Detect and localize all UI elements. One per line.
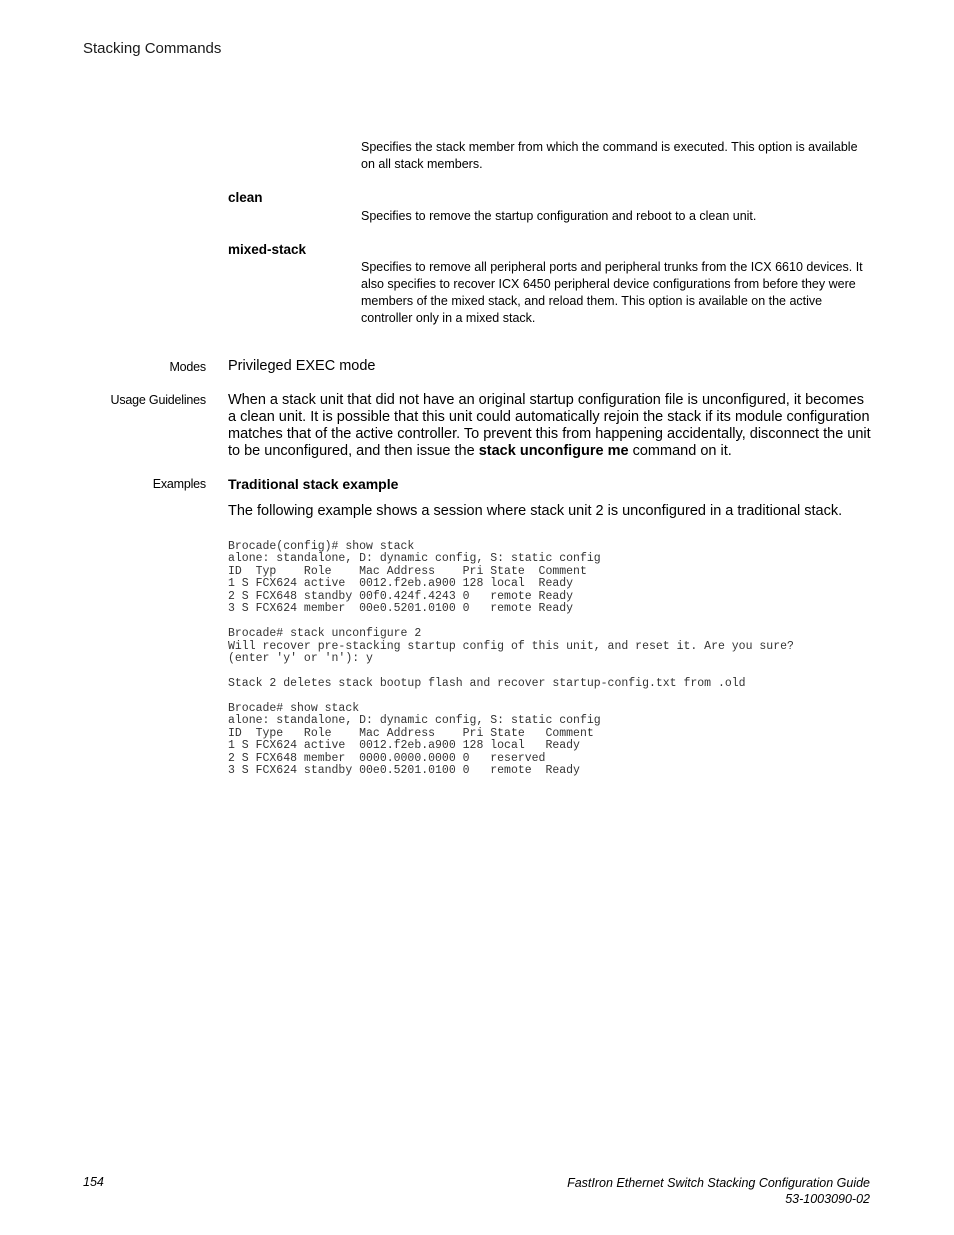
modes-label: Modes bbox=[169, 360, 206, 374]
option-term-clean: clean bbox=[228, 190, 263, 205]
page-number: 154 bbox=[83, 1175, 104, 1189]
usage-text-after: command on it. bbox=[628, 443, 732, 459]
usage-guidelines-label: Usage Guidelines bbox=[110, 393, 206, 407]
usage-text-before: When a stack unit that did not have an original startup configuration file is unconfigured, it becomes a clean unit. It is possible that this unit could automatically rejoin the stack if its module configuration matches that of the active controller. To prevent this from happening accidentally, disconnect the unit to be unconfigured, and then issue the bbox=[228, 392, 871, 459]
modes-text: Privileged EXEC mode bbox=[228, 358, 376, 374]
option-term-mixed-stack: mixed-stack bbox=[228, 242, 307, 257]
cli-code-block: Brocade(config)# show stack alone: standalone, D: dynamic config, S: static config ID Typ Role Mac Address Pri State Comment 1 S FCX624 active 0012.f2eb.a900 128 local Ready 2 S FCX648 standby 00f0.424f.4243 0 remote Ready 3 S FCX624 member 00e0.5201.0100 0 remote Ready Brocade# stack unconfigure 2 Will recover pre-stacking startup config of this unit, and reset it. Are you sure? (enter 'y' or 'n'): y Stack 2 deletes stack bootup flash and recover startup-config.txt from .old Brocade# show stack alone: standalone, D: dynamic config, S: static config ID Type Role Mac Address Pri State Comment 1 S FCX624 active 0012.f2eb.a900 128 local Ready 2 S FCX648 member 0000.0000.0000 0 reserved 3 S FCX624 standby 00e0.5201.0100 0 remote Ready bbox=[228, 540, 794, 778]
document-number: 53-1003090-02 bbox=[785, 1192, 870, 1206]
footer-doc-info bbox=[567, 1175, 870, 1207]
option-description-unit: Specifies the stack member from which the command is executed. This option is available on all stack members. bbox=[361, 140, 858, 171]
usage-command: stack unconfigure me bbox=[478, 443, 629, 459]
example-heading: Traditional stack example bbox=[228, 476, 399, 492]
usage-guidelines-text bbox=[228, 392, 873, 460]
option-description-clean: Specifies to remove the startup configuration and reboot to a clean unit. bbox=[361, 209, 757, 223]
examples-label: Examples bbox=[152, 477, 206, 491]
option-description-mixed-stack: Specifies to remove all peripheral ports and peripheral trunks from the ICX 6610 devices. It also specifies to recover ICX 6450 peripheral device configurations from before they were members of the mixed stack, and reload them. This option is available on the active controller only in a mixed stack. bbox=[361, 260, 863, 325]
example-intro: The following example shows a session where stack unit 2 is unconfigured in a traditional stack. bbox=[228, 503, 843, 519]
running-header: Stacking Commands bbox=[83, 40, 222, 57]
guide-title: FastIron Ethernet Switch Stacking Configuration Guide bbox=[567, 1176, 870, 1190]
